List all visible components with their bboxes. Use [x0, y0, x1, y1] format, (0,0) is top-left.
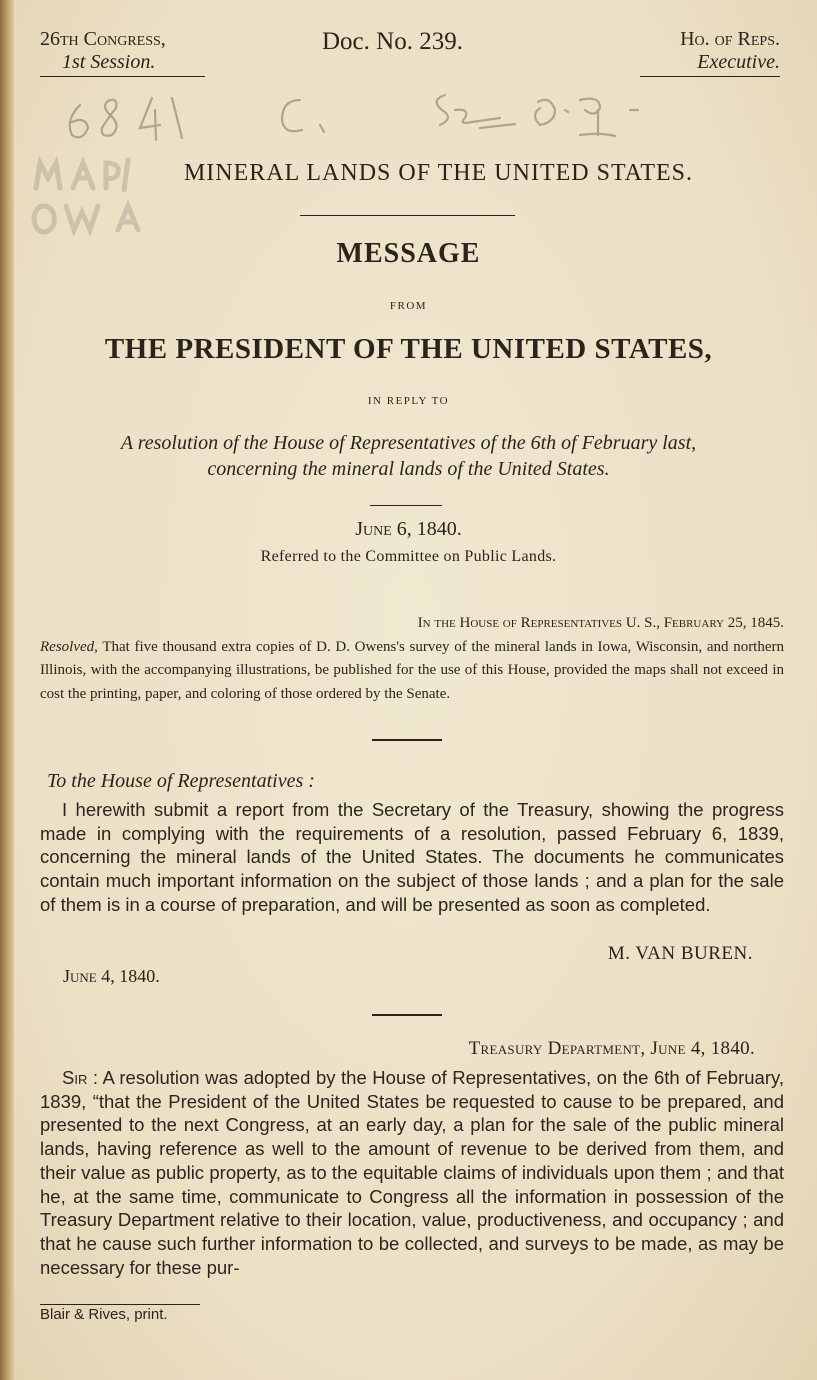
- printer-imprint: Blair & Rives, print.: [40, 1306, 168, 1323]
- letter1-body: I herewith submit a report from the Secretary of the Treasury, showing the progress made in complying with the requirements of a resolution, passed February 6, 1839, concerning the mineral lands of the United States. The documents he communicates contain much important information on the subject of those lands ; and a plan for the sale of them is in a course of preparation, and will be presented as soon as completed.: [40, 799, 784, 915]
- house-note-heading: In the House of Representatives U. S., February 25, 1845.: [417, 615, 784, 631]
- date-rule: [370, 505, 442, 506]
- doc-number: Doc. No. 239.: [322, 28, 463, 55]
- session-label: 1st Session.: [62, 51, 156, 73]
- section-rule-2: [372, 1014, 442, 1016]
- referral-note: Referred to the Committee on Public Lands.: [260, 548, 557, 565]
- resolution-line-1: A resolution of the House of Representatives of the 6th of February last,: [120, 432, 697, 454]
- header-left-rule: [40, 76, 205, 77]
- resolution-line-2: concerning the mineral lands of the United States.: [207, 458, 610, 480]
- title-rule: [300, 215, 515, 216]
- letter2-text: A resolution was adopted by the House of Representatives, on the 6th of February, 1839, “that the President of the United States be requested to cause to be prepared, and presented to the next Congress, at an early day, a plan for the sale of the public mineral lands, having reference as well to the amount of revenue to be derived from them, and their value as public property, as to the equitable claims of individuals upon them ; and that he, at the same time, communicate to Congress all the information in possession of the Treasury Department relative to their location, value, productiveness, and occupancy ; and that he cause such further information to be collected, and surveys to be made, as may be necessary for these pur-: [40, 1067, 784, 1278]
- header-right-rule: [640, 76, 780, 77]
- from-label: FROM: [389, 300, 428, 312]
- handwritten-annotation: [60, 80, 700, 150]
- letter2-salutation: Sir :: [62, 1067, 99, 1088]
- binding-spine: [0, 0, 14, 1380]
- resolution-subject: [0, 430, 817, 482]
- house-label: Ho. of Reps.: [680, 28, 780, 50]
- congress-session-header: [40, 28, 205, 77]
- house-note-text: That five thousand extra copies of D. D. Owens's survey of the mineral lands in Iowa, Wisconsin, and northern Illinois, with the accompanying illustrations, be published for the use of this House, provided the maps shall not exceed in cost the printing, paper, and coloring of those ordered by the Senate.: [40, 638, 785, 702]
- treasury-dateline: Treasury Department, June 4, 1840.: [468, 1038, 755, 1059]
- congress-label: 26th Congress,: [40, 28, 166, 50]
- letter1-date: June 4, 1840.: [63, 966, 160, 986]
- letter1-salutation: To the House of Representatives :: [47, 770, 315, 792]
- letter2-body: [40, 1066, 784, 1279]
- mineral-lands-title: MINERAL LANDS OF THE UNITED STATES.: [183, 160, 694, 186]
- printer-rule: [40, 1304, 200, 1305]
- letter1-signature: M. VAN BUREN.: [607, 943, 753, 964]
- resolved-label: Resolved,: [40, 638, 98, 655]
- section-rule-1: [372, 739, 442, 741]
- president-heading: THE PRESIDENT OF THE UNITED STATES,: [104, 333, 713, 365]
- executive-label: Executive.: [697, 51, 780, 73]
- house-resolution-note: [40, 612, 784, 706]
- in-reply-label: IN REPLY TO: [367, 395, 450, 407]
- house-executive-header: [640, 28, 780, 77]
- message-date: June 6, 1840.: [355, 518, 462, 540]
- message-heading: MESSAGE: [336, 238, 481, 269]
